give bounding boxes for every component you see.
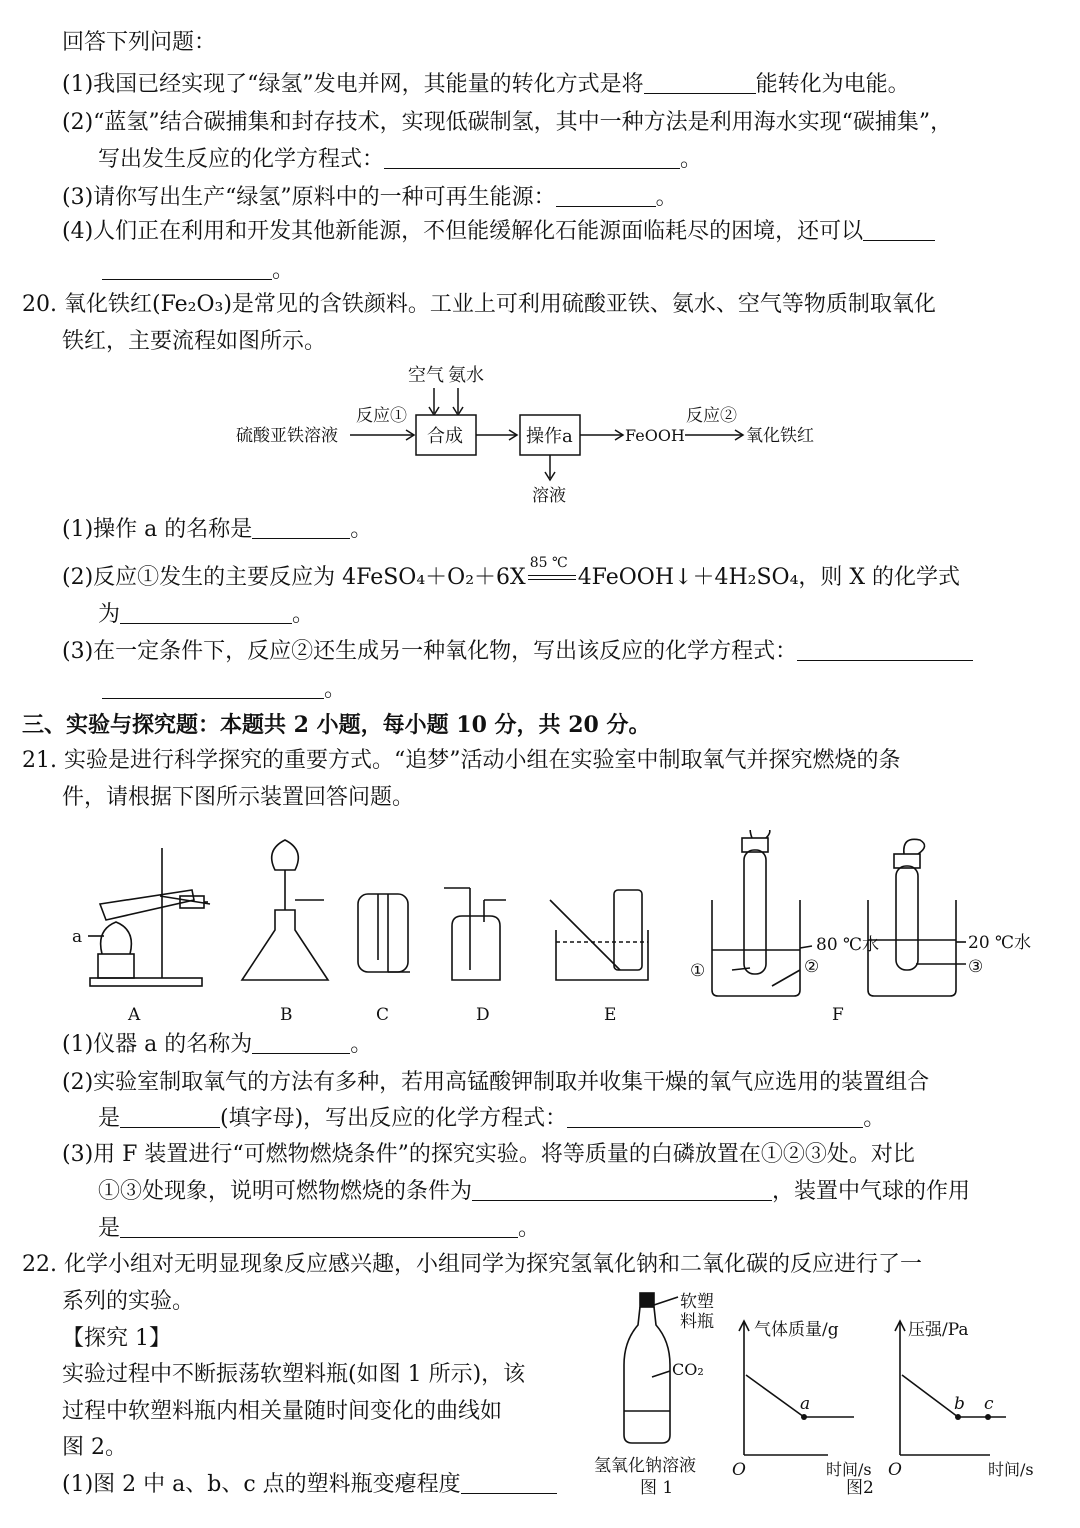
q19-4-line2 (102, 256, 294, 286)
q19-1 (62, 70, 910, 100)
q21-1-text: (1)仪器 a 的名称为 (62, 1032, 253, 1057)
q20-line1: 20. 氧化铁红(Fe₂O₃)是常见的含铁颜料。工业上可利用硫酸亚铁、氨水、空气等物质制取氧化 (22, 292, 936, 317)
q22-p1: 实验过程中不断振荡软塑料瓶(如图 1 所示)，该 (62, 1362, 526, 1387)
q19-4-line1 (62, 217, 935, 247)
period: 。 (272, 258, 295, 283)
answer-blank[interactable] (102, 257, 272, 280)
label-A: A (128, 1005, 141, 1025)
funnel (272, 840, 299, 870)
q22-line1: 22. 化学小组对无明显现象反应感兴趣，小组同学为探究氢氧化钠和二氧化碳的反应进行了一 (22, 1252, 922, 1277)
period: 。 (324, 677, 347, 702)
q22-p3: 图 2。 (62, 1435, 127, 1460)
q21-3-suffix: ，装置中气球的作用 (772, 1179, 971, 1204)
q21-1 (62, 1030, 372, 1060)
answer-blank[interactable] (461, 1471, 557, 1494)
co2-label-line (652, 1371, 670, 1377)
q21-line1: 21. 实验是进行科学探究的重要方式。“追梦”活动小组在实验室中制取氧气并探究燃烧的条 (22, 748, 901, 773)
q21-2-line2 (98, 1104, 885, 1134)
q19-1-suffix: 能转化为电能。 (755, 72, 910, 97)
period: 。 (518, 1216, 541, 1241)
flow-solution: 溶液 (532, 486, 566, 506)
g2-x-label: 时间/s (988, 1460, 1034, 1479)
label-D: D (476, 1005, 490, 1025)
answer-blank[interactable] (472, 1178, 772, 1201)
label-a: a (72, 927, 83, 947)
answer-blank[interactable] (556, 184, 656, 207)
co2-label: CO₂ (672, 1360, 704, 1379)
q19-4-text: (4)人们正在利用和开发其他新能源，不但能缓解化石能源面临耗尽的困境，还可以 (62, 219, 864, 244)
flow-diagram (230, 358, 850, 508)
q21-3-line1: (3)用 F 装置进行“可燃物燃烧条件”的探究实验。将等质量的白磷放置在①②③处。对比 (62, 1142, 915, 1167)
point-b (955, 1414, 961, 1420)
intro-text: 回答下列问题： (62, 30, 217, 55)
q20-3-line2 (102, 675, 346, 705)
q21-3-is: 是 (98, 1216, 121, 1241)
flow-air: 空气 (408, 365, 444, 386)
q19-2-line1: (2)“蓝氢”结合碳捕集和封存技术，实现低碳制氢，其中一种方法是利用海水实现“碳捕集”， (62, 110, 953, 135)
label-C: C (376, 1005, 390, 1025)
q22-1 (62, 1470, 557, 1500)
bottle-cap (640, 1293, 654, 1307)
q20-2-text: (2)反应①发生的主要反应为 4FeSO₄＋O₂＋6X (62, 565, 526, 590)
label-E: E (604, 1005, 617, 1025)
test-tube-f2 (896, 866, 918, 970)
figure-1-2 (590, 1285, 1050, 1495)
bottle-c (358, 894, 408, 972)
q22-1-text: (1)图 2 中 a、b、c 点的塑料瓶变瘪程度 (62, 1472, 461, 1497)
label-1-line (732, 968, 750, 970)
q21-3-line3 (98, 1214, 540, 1244)
q21-2-text: (填字母)，写出反应的化学方程式： (220, 1106, 568, 1131)
flow-reaction1: 反应① (356, 406, 407, 426)
trough (556, 930, 648, 980)
reaction-condition (526, 555, 578, 593)
label-point-c: c (984, 1394, 994, 1414)
answer-blank[interactable] (644, 71, 756, 94)
flow-box2: 操作a (526, 426, 573, 447)
label-80-line (800, 946, 812, 948)
label-80: 80 ℃水 (816, 935, 880, 955)
period: 。 (863, 1106, 886, 1131)
q21-3-line2 (98, 1177, 970, 1207)
bottle-label1: 软塑 (680, 1292, 714, 1312)
answer-blank[interactable] (252, 516, 350, 539)
flow-reaction2: 反应② (686, 406, 737, 426)
q22-p2: 过程中软塑料瓶内相关量随时间变化的曲线如 (62, 1399, 503, 1424)
bottle-d (452, 916, 500, 980)
g1-x-label: 时间/s (826, 1460, 872, 1479)
balloon-f1 (750, 830, 770, 838)
answer-blank[interactable] (102, 676, 324, 699)
balloon-f2 (904, 839, 925, 854)
burner-base (98, 954, 134, 978)
answer-blank[interactable] (120, 1105, 220, 1128)
q19-3-text: (3)请你写出生产“绿氢”原料中的一种可再生能源： (62, 185, 556, 210)
point-a (801, 1414, 807, 1420)
answer-blank[interactable] (797, 638, 973, 661)
solution-label: 氢氧化钠溶液 (594, 1456, 696, 1476)
answer-blank[interactable] (384, 146, 680, 169)
answer-blank[interactable] (863, 218, 935, 241)
plastic-bottle (624, 1307, 670, 1443)
bottle-label2: 料瓶 (680, 1312, 714, 1332)
answer-blank[interactable] (567, 1105, 863, 1128)
q20-3-text: (3)在一定条件下，反应②还生成另一种氧化物，写出该反应的化学方程式： (62, 639, 798, 664)
label-B: B (280, 1005, 293, 1025)
q21-3-text: ①③处现象，说明可燃物燃烧的条件为 (98, 1179, 473, 1204)
g1-y-label: 气体质量/g (754, 1320, 839, 1340)
label-point-a: a (800, 1394, 811, 1414)
answer-blank[interactable] (120, 601, 292, 624)
g1-origin: O (732, 1460, 746, 1480)
g2-origin: O (888, 1460, 902, 1480)
point-c (985, 1414, 991, 1420)
q20-1 (62, 515, 372, 545)
apparatus-figure (60, 830, 1050, 1030)
period: 。 (680, 147, 703, 172)
g2-y-label: 压强/Pa (908, 1320, 969, 1340)
fig2-caption: 图2 (846, 1478, 874, 1495)
q21-2-line1: (2)实验室制取氧气的方法有多种，若用高锰酸钾制取并收集干燥的氧气应选用的装置组合 (62, 1070, 930, 1095)
period: 。 (292, 602, 315, 627)
q20-3-line1 (62, 637, 973, 667)
period: 。 (350, 1032, 373, 1057)
q20-line2: 铁红，主要流程如图所示。 (62, 329, 327, 354)
q19-3 (62, 183, 678, 213)
answer-blank[interactable] (252, 1031, 350, 1054)
section3-heading: 三、实验与探究题：本题共 2 小题，每小题 10 分，共 20 分。 (22, 712, 651, 738)
fig1-caption: 图 1 (640, 1478, 674, 1495)
q22-line2: 系列的实验。 (62, 1289, 195, 1314)
q20-2-suffix: 4FeOOH↓＋4H₂SO₄，则 X 的化学式 (577, 565, 961, 590)
gas-jar (614, 890, 642, 970)
q19-2-text: 写出发生反应的化学方程式： (98, 147, 385, 172)
bottle-label-line (654, 1297, 678, 1305)
q19-2-line2 (98, 145, 702, 175)
q22-explore: 【探究 1】 (62, 1326, 171, 1351)
label-2: ② (804, 957, 820, 977)
flow-end: 氧化铁红 (746, 426, 814, 446)
answer-blank[interactable] (120, 1215, 518, 1238)
label-point-b: b (954, 1394, 965, 1414)
q20-2-for: 为 (98, 602, 121, 627)
flow-start: 硫酸亚铁溶液 (236, 426, 338, 446)
condition-text: 85 ℃ (529, 555, 568, 571)
label-2-line (772, 970, 800, 986)
q21-line2: 件，请根据下图所示装置回答问题。 (62, 785, 415, 810)
label-1: ① (690, 961, 706, 981)
flask (242, 910, 328, 980)
stand-base (90, 978, 202, 986)
label-3: ③ (968, 957, 984, 977)
test-tube-f1 (744, 850, 766, 974)
period: 。 (655, 185, 678, 210)
q20-2-line2 (98, 600, 314, 630)
q20-2-line1 (62, 555, 961, 593)
flow-ammonia: 氨水 (448, 365, 484, 386)
flame (101, 922, 132, 954)
delivery-tube (550, 900, 620, 970)
flow-feooh: FeOOH (625, 426, 685, 445)
period: 。 (350, 517, 373, 542)
label-20: 20 ℃水 (968, 933, 1032, 953)
beaker-20 (868, 900, 956, 996)
q21-2-is: 是 (98, 1106, 121, 1131)
label-F: F (832, 1005, 844, 1025)
flow-box1: 合成 (427, 426, 463, 447)
q20-1-text: (1)操作 a 的名称是 (62, 517, 253, 542)
beaker-80 (712, 900, 800, 996)
q19-1-text: (1)我国已经实现了“绿氢”发电并网，其能量的转化方式是将 (62, 72, 644, 97)
